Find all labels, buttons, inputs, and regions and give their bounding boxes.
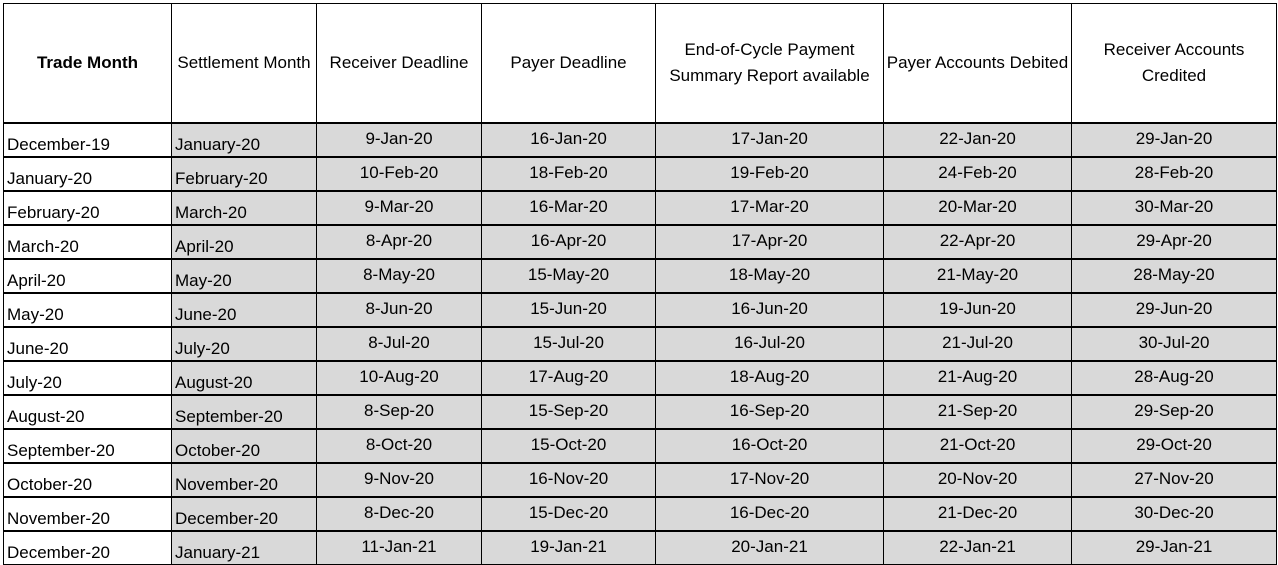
receiver-deadline-cell: 8-Apr-20: [317, 225, 482, 259]
payer-deadline-cell: 17-Aug-20: [482, 361, 656, 395]
receiver-credited-cell: 28-Aug-20: [1072, 361, 1277, 395]
payer-deadline-cell: 15-Oct-20: [482, 429, 656, 463]
header-trade-month: Trade Month: [4, 4, 172, 124]
table-row: [4, 463, 1277, 497]
receiver-deadline-cell: 8-May-20: [317, 259, 482, 293]
report-available-cell: 16-Sep-20: [656, 395, 884, 429]
settlement-month-cell: July-20: [172, 327, 317, 361]
header-end-of-cycle-report: End-of-Cycle Payment Summary Report available: [656, 4, 884, 124]
table-row: [4, 191, 1277, 225]
receiver-credited-cell: 30-Dec-20: [1072, 497, 1277, 531]
payer-debited-cell: 21-Sep-20: [884, 395, 1072, 429]
trade-month-cell: July-20: [4, 361, 172, 395]
header-receiver-deadline: Receiver Deadline: [317, 4, 482, 124]
report-available-cell: 17-Jan-20: [656, 123, 884, 157]
payer-deadline-cell: 15-May-20: [482, 259, 656, 293]
receiver-deadline-cell: 10-Aug-20: [317, 361, 482, 395]
report-available-cell: 18-May-20: [656, 259, 884, 293]
settlement-month-cell: March-20: [172, 191, 317, 225]
receiver-credited-cell: 29-Jan-20: [1072, 123, 1277, 157]
trade-month-cell: December-20: [4, 531, 172, 565]
receiver-credited-cell: 30-Mar-20: [1072, 191, 1277, 225]
settlement-month-cell: December-20: [172, 497, 317, 531]
receiver-credited-cell: 28-May-20: [1072, 259, 1277, 293]
receiver-deadline-cell: 8-Dec-20: [317, 497, 482, 531]
payer-debited-cell: 21-Oct-20: [884, 429, 1072, 463]
payer-deadline-cell: 15-Dec-20: [482, 497, 656, 531]
trade-month-cell: April-20: [4, 259, 172, 293]
settlement-month-cell: August-20: [172, 361, 317, 395]
header-row: [4, 4, 1277, 124]
trade-month-cell: December-19: [4, 123, 172, 157]
header-receiver-accounts-credited: Receiver Accounts Credited: [1072, 4, 1277, 124]
receiver-deadline-cell: 8-Jul-20: [317, 327, 482, 361]
payer-debited-cell: 20-Nov-20: [884, 463, 1072, 497]
receiver-credited-cell: 29-Sep-20: [1072, 395, 1277, 429]
payer-debited-cell: 21-Aug-20: [884, 361, 1072, 395]
payer-debited-cell: 24-Feb-20: [884, 157, 1072, 191]
table-row: [4, 361, 1277, 395]
report-available-cell: 16-Jun-20: [656, 293, 884, 327]
receiver-deadline-cell: 10-Feb-20: [317, 157, 482, 191]
payer-deadline-cell: 16-Nov-20: [482, 463, 656, 497]
header-payer-deadline: Payer Deadline: [482, 4, 656, 124]
table-row: [4, 497, 1277, 531]
report-available-cell: 19-Feb-20: [656, 157, 884, 191]
trade-month-cell: March-20: [4, 225, 172, 259]
payer-deadline-cell: 15-Jun-20: [482, 293, 656, 327]
payer-debited-cell: 21-May-20: [884, 259, 1072, 293]
trade-month-cell: May-20: [4, 293, 172, 327]
table-row: [4, 123, 1277, 157]
payer-deadline-cell: 15-Sep-20: [482, 395, 656, 429]
payer-debited-cell: 22-Jan-21: [884, 531, 1072, 565]
settlement-month-cell: January-20: [172, 123, 317, 157]
settlement-month-cell: April-20: [172, 225, 317, 259]
receiver-deadline-cell: 9-Nov-20: [317, 463, 482, 497]
payer-debited-cell: 22-Apr-20: [884, 225, 1072, 259]
table-row: [4, 157, 1277, 191]
receiver-credited-cell: 29-Jun-20: [1072, 293, 1277, 327]
trade-month-cell: June-20: [4, 327, 172, 361]
payer-deadline-cell: 18-Feb-20: [482, 157, 656, 191]
payer-deadline-cell: 16-Jan-20: [482, 123, 656, 157]
settlement-month-cell: May-20: [172, 259, 317, 293]
table-row: [4, 531, 1277, 565]
report-available-cell: 18-Aug-20: [656, 361, 884, 395]
trade-month-cell: August-20: [4, 395, 172, 429]
trade-month-cell: October-20: [4, 463, 172, 497]
receiver-deadline-cell: 8-Oct-20: [317, 429, 482, 463]
receiver-deadline-cell: 9-Mar-20: [317, 191, 482, 225]
report-available-cell: 17-Nov-20: [656, 463, 884, 497]
table-row: [4, 395, 1277, 429]
receiver-credited-cell: 28-Feb-20: [1072, 157, 1277, 191]
receiver-credited-cell: 29-Oct-20: [1072, 429, 1277, 463]
payer-debited-cell: 19-Jun-20: [884, 293, 1072, 327]
report-available-cell: 16-Jul-20: [656, 327, 884, 361]
report-available-cell: 16-Dec-20: [656, 497, 884, 531]
payer-deadline-cell: 16-Apr-20: [482, 225, 656, 259]
payer-deadline-cell: 16-Mar-20: [482, 191, 656, 225]
payer-debited-cell: 21-Jul-20: [884, 327, 1072, 361]
trade-month-cell: February-20: [4, 191, 172, 225]
table-row: [4, 293, 1277, 327]
table-row: [4, 327, 1277, 361]
trade-month-cell: September-20: [4, 429, 172, 463]
table-row: [4, 429, 1277, 463]
payer-debited-cell: 21-Dec-20: [884, 497, 1072, 531]
report-available-cell: 17-Mar-20: [656, 191, 884, 225]
payer-debited-cell: 22-Jan-20: [884, 123, 1072, 157]
table-row: [4, 225, 1277, 259]
receiver-credited-cell: 30-Jul-20: [1072, 327, 1277, 361]
settlement-month-cell: October-20: [172, 429, 317, 463]
header-settlement-month: Settlement Month: [172, 4, 317, 124]
trade-month-cell: November-20: [4, 497, 172, 531]
receiver-deadline-cell: 11-Jan-21: [317, 531, 482, 565]
report-available-cell: 17-Apr-20: [656, 225, 884, 259]
payer-deadline-cell: 19-Jan-21: [482, 531, 656, 565]
payer-deadline-cell: 15-Jul-20: [482, 327, 656, 361]
payer-debited-cell: 20-Mar-20: [884, 191, 1072, 225]
receiver-deadline-cell: 9-Jan-20: [317, 123, 482, 157]
trade-month-cell: January-20: [4, 157, 172, 191]
header-payer-accounts-debited: Payer Accounts Debited: [884, 4, 1072, 124]
report-available-cell: 20-Jan-21: [656, 531, 884, 565]
settlement-month-cell: June-20: [172, 293, 317, 327]
receiver-credited-cell: 29-Apr-20: [1072, 225, 1277, 259]
table-row: [4, 259, 1277, 293]
report-available-cell: 16-Oct-20: [656, 429, 884, 463]
receiver-credited-cell: 29-Jan-21: [1072, 531, 1277, 565]
settlement-month-cell: February-20: [172, 157, 317, 191]
settlement-month-cell: September-20: [172, 395, 317, 429]
receiver-credited-cell: 27-Nov-20: [1072, 463, 1277, 497]
receiver-deadline-cell: 8-Sep-20: [317, 395, 482, 429]
settlement-month-cell: January-21: [172, 531, 317, 565]
settlement-schedule-table: [3, 3, 1277, 565]
receiver-deadline-cell: 8-Jun-20: [317, 293, 482, 327]
settlement-month-cell: November-20: [172, 463, 317, 497]
